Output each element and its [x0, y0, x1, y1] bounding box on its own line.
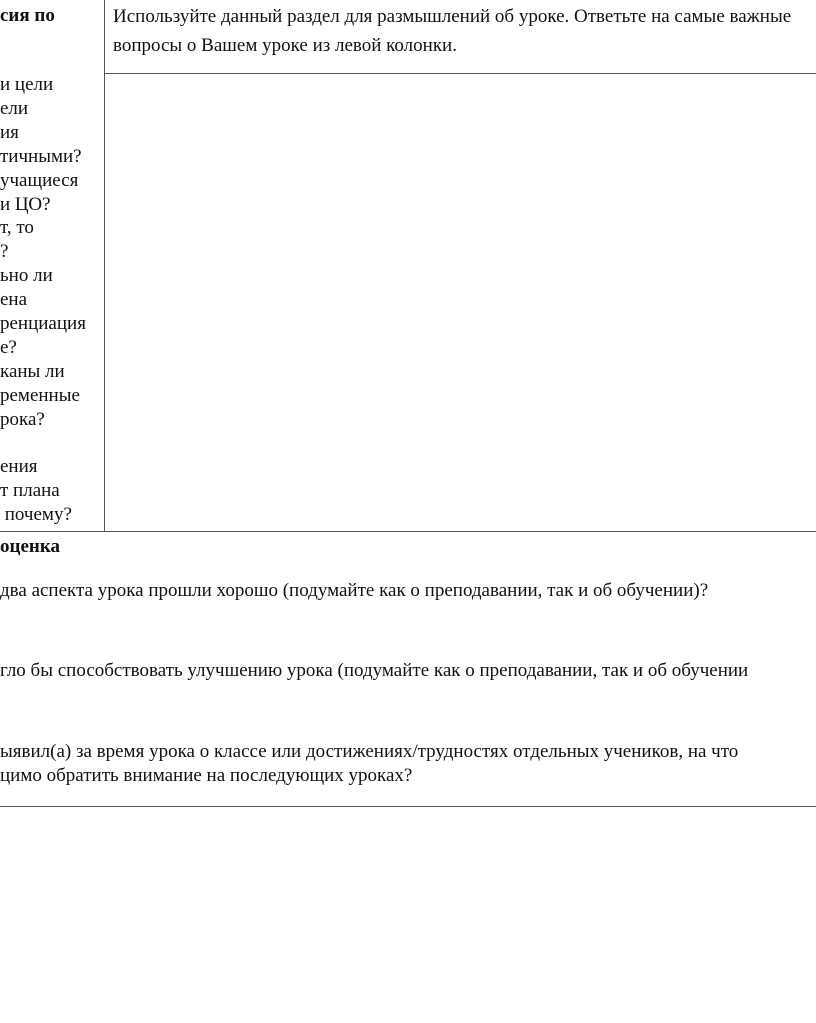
left-column-line: ения — [0, 456, 38, 478]
left-column-line: почему? — [0, 504, 72, 526]
table-bottom-border — [0, 531, 816, 532]
left-column-line: рока? — [0, 408, 45, 430]
left-column-line: ьно ли — [0, 265, 53, 287]
column-divider — [104, 0, 105, 531]
left-column-line: каны ли — [0, 360, 65, 382]
header-row-divider — [104, 73, 816, 74]
left-column-line: ременные — [0, 384, 80, 406]
evaluation-question-2: гло бы способствовать улучшению урока (подумайте как о преподавании, так и об обучении — [0, 660, 749, 681]
left-column-line: е? — [0, 336, 17, 358]
evaluation-question-1: два аспекта урока прошли хорошо (подумайте как о преподавании, так и об обучении)? — [0, 580, 709, 601]
right-column-instruction: Используйте данный раздел для размышлений об уроке. Ответьте на самые важные вопросы о Вашем уроке из левой колонки. — [113, 6, 792, 56]
evaluation-question-3-line-2: цимо обратить внимание на последующих уроках? — [0, 765, 413, 786]
left-column-line: и ЦО? — [0, 193, 51, 215]
evaluation-heading: оценка — [0, 536, 60, 557]
left-column-line: т плана — [0, 480, 60, 502]
evaluation-question-3-line-1: ыявил(а) за время урока о классе или достижениях/трудностях отдельных учеников, на что — [0, 741, 739, 762]
left-column-line: учащиеся — [0, 169, 79, 191]
left-column-line: ренциация — [0, 313, 86, 334]
left-column-header: сия по — [0, 5, 55, 26]
left-column-line: т, то — [0, 217, 34, 239]
left-column-line: и цели — [0, 74, 54, 95]
left-column-line: тичными? — [0, 145, 82, 167]
left-column-line: ели — [0, 97, 29, 119]
section-bottom-border — [0, 806, 816, 807]
left-column-line: ена — [0, 289, 28, 311]
left-column-line: ? — [0, 241, 9, 263]
left-column-line: ия — [0, 121, 19, 143]
